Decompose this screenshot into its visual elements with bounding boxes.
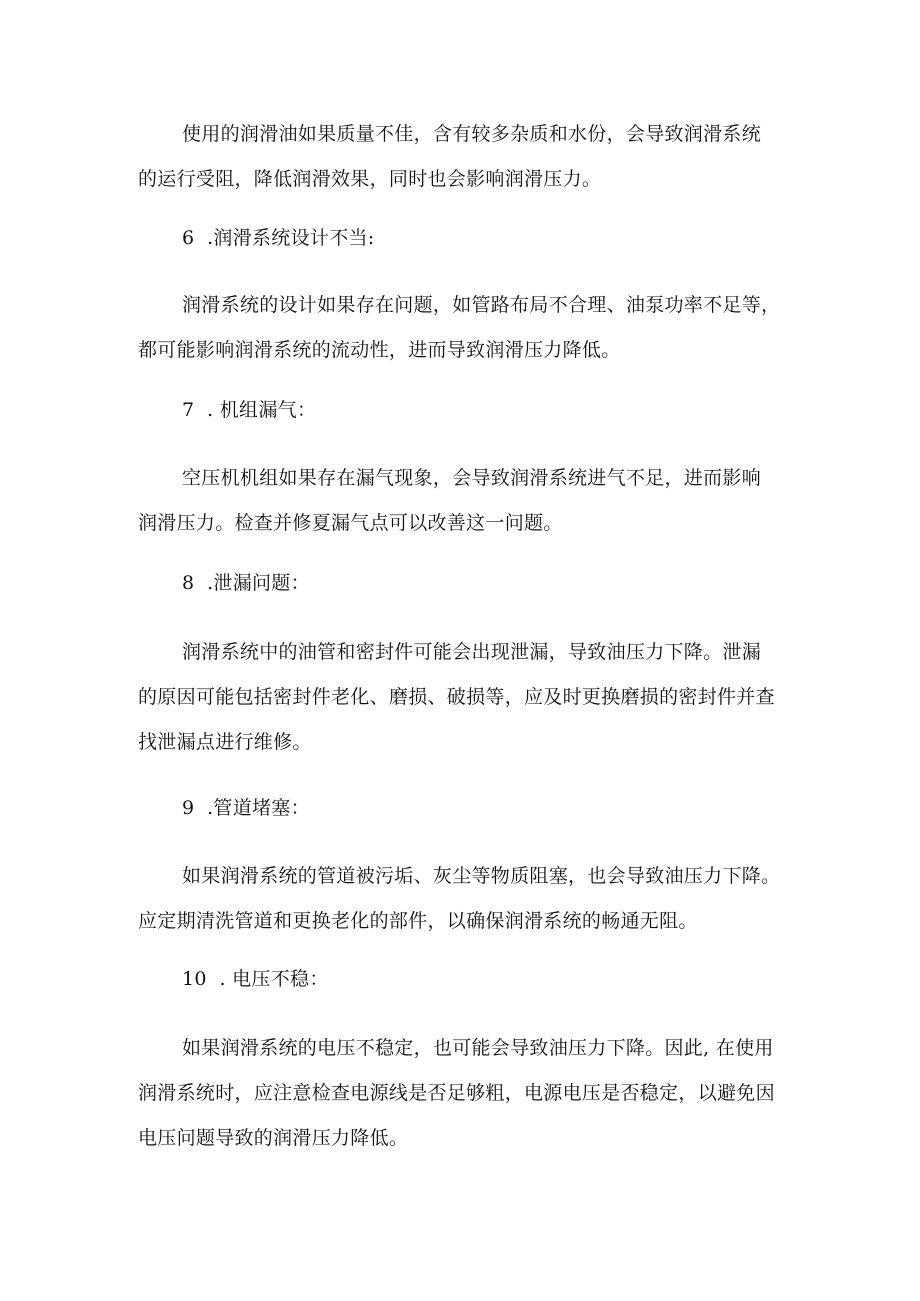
paragraph-line: 找泄漏点进行维修。	[138, 731, 312, 753]
paragraph-line: 都可能影响润滑系统的流动性，进而导致润滑压力降低。	[138, 339, 621, 361]
paragraph-voltage	[138, 1036, 798, 1150]
paragraph-line: 电压问题导致的润滑压力降低。	[138, 1127, 409, 1149]
paragraph-system-design	[138, 293, 798, 362]
heading-6: 6 .润滑系统设计不当:	[182, 227, 375, 249]
heading-7: 7 . 机组漏气：	[182, 399, 317, 421]
paragraph-leakage	[138, 640, 798, 754]
heading-8: 8 .泄漏问题：	[182, 572, 310, 594]
paragraph-line: 润滑系统中的油管和密封件可能会出现泄漏，导致油压力下降。泄漏	[182, 641, 762, 663]
paragraph-line: 如果润滑系统的电压不稳定，也可能会导致油压力下降。因此, 在使用	[182, 1037, 774, 1059]
paragraph-line: 如果润滑系统的管道被污垢、灰尘等物质阻塞，也会导致油压力下降。	[182, 865, 781, 887]
paragraph-line: 润滑系统的设计如果存在问题，如管路布局不合理、油泵功率不足等，	[182, 294, 781, 316]
paragraph-line: 的原因可能包括密封件老化、磨损、破损等，应及时更换磨损的密封件并查	[138, 686, 775, 708]
paragraph-line: 使用的润滑油如果质量不佳，含有较多杂质和水份，会导致润滑系统	[182, 123, 762, 145]
paragraph-line: 的运行受阻，降低润滑效果，同时也会影响润滑压力。	[138, 168, 602, 190]
paragraph-line: 应定期清洗管道和更换老化的部件，以确保润滑系统的畅通无阻。	[138, 910, 698, 932]
paragraph-air-leak	[138, 466, 798, 535]
paragraph-line: 润滑系统时，应注意检查电源线是否足够粗，电源电压是否稳定，以避免因	[138, 1082, 775, 1104]
heading-10: 10 . 电压不稳：	[182, 968, 329, 990]
heading-9: 9 .管道堵塞：	[182, 797, 310, 819]
paragraph-pipe-blockage	[138, 864, 798, 933]
paragraph-oil-quality	[138, 122, 798, 191]
paragraph-line: 空压机机组如果存在漏气现象，会导致润滑系统进气不足，进而影响	[182, 467, 762, 489]
paragraph-line: 润滑压力。检查并修夏漏气点可以改善这一问题。	[138, 512, 563, 534]
